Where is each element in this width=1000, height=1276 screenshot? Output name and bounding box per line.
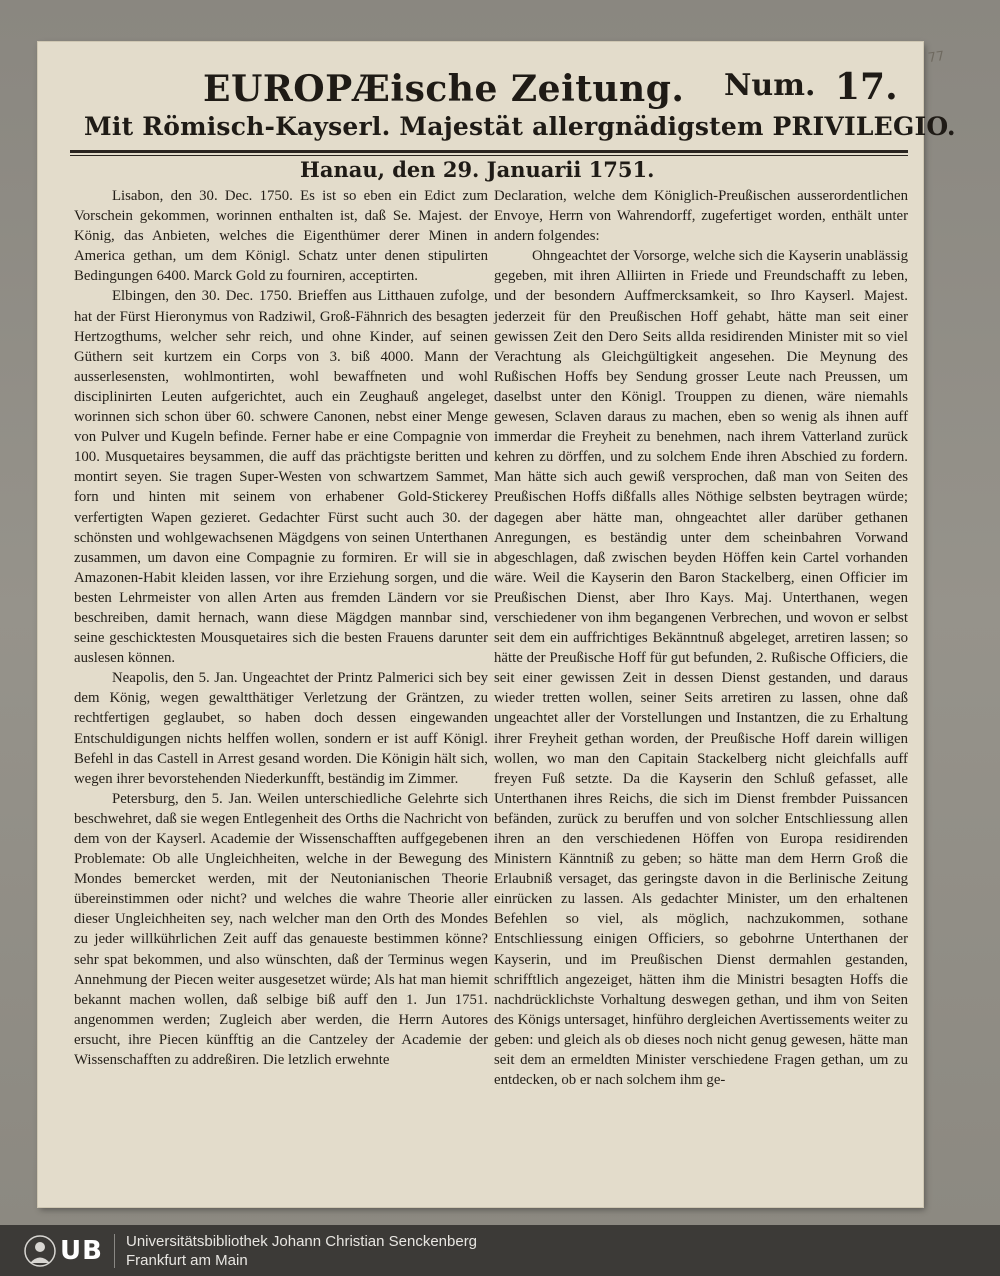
article-elbingen: Elbingen, den 30. Dec. 1750. Brieffen aus Litthauen zufolge, hat der Fürst Hieronymus von Radziwil, Groß-Fähnrich des besagten Hertzogthums, welcher sehr reich, und ohne Kinder, auf seinen Güthern seit kurtzem ein Corps von 3. biß 4000. Mann der ausserlesensten, wohlmontirten, wohl bewaffneten und wohl disciplinirten Leuten aufgerichtet, auch ein Zeughauß angeleget, worinnen sich schon über 60. schwere Canonen, nebst einer Menge von Pulver und Kugeln befinde. Ferner habe er eine Compagnie von 100. Musquetaires beysammen, die auff das prächtigste beritten und montirt seyen. Sie tragen Super-Westen von schwartzem Sammet, forn und hinten mit seinem von erhabener Gold-Stickerey verfertigten Wapen gezieret. Gedachter Fürst sucht auch 30. der schönsten und wohlgewachsenen Mägdgens von seinen Unterthanen zusammen, um davon eine Compagnie zu formiren. Er will sie in Amazonen-Habit kleiden lassen, vor ihre Erziehung sorgen, und die besten Lehrmeister von allen Arten aus fremden Ländern vor sie beschreiben, damit hernach, wann diese Mägdgen mannbar sind, seine geschicktesten Mousquetaires sich die besten Frauens darunter auslesen können. <box>74 288 488 667</box>
margin-note: 77 <box>927 48 946 67</box>
article-declaration-continued: Declaration, welche dem Königlich-Preußischen ausserordentlichen Envoye, Herrn von Wahrendorff, zugefertiget worden, enthält unter andern folgendes: <box>494 188 908 245</box>
newspaper-title: EUROPÆische Zeitung. <box>203 68 685 110</box>
footer-divider <box>114 1234 115 1268</box>
privilege-line: Mit Römisch-Kayserl. Majestät allergnädigstem PRIVILEGIO. <box>84 112 956 141</box>
library-logo-text: UB <box>60 1236 103 1266</box>
right-column <box>494 186 908 1090</box>
issue-number: 17. <box>835 66 898 108</box>
article-lisabon: Lisabon, den 30. Dec. 1750. Es ist so eben ein Edict zum Vorschein gekommen, worinnen enthalten ist, daß Se. Majest. der König, das Anbieten, welches die Eigenthümer derer Minen in America gethan, um dem Königl. Schatz unter denen stipulirten Bedingungen 6400. Marck Gold zu fourniren, acceptirten. <box>74 188 488 285</box>
header-rule-thin <box>70 155 908 156</box>
institution-city: Frankfurt am Main <box>126 1252 248 1269</box>
article-petersburg: Petersburg, den 5. Jan. Weilen unterschiedliche Gelehrte sich beschwehret, daß sie wegen Entlegenheit des Orths die Nachricht von dem von der Kayserl. Academie der Wissenschafften auffgegebenen Problemate: Ob alle Ungleichheiten, welche in der Bewegung des Mondes bemercket werden, mit der Neutonianischen Theorie übereinstimmen oder nicht? und welches die wahre Theorie aller dieser Ungleichheiten sey, nach welcher man den Orth des Mondes zu jeder willkührlichen Zeit auff das genaueste bestimmen könne? sehr spat bekommen, und also wünschten, daß der Terminus wegen Annehmung der Piecen weiter ausgesetzet würde; Als hat man hiemit bekannt machen wollen, daß selbige biß auff den 1. Jun 1751. angenommen werden; Zugleich aber werden, die Herrn Autores ersucht, ihre Piecen künfftig an die Cantzeley der Academie der Wissenschafften zu addreßiren. Die letzlich erwehnte <box>74 790 488 1069</box>
dateline: Hanau, den 29. Januarii 1751. <box>300 157 655 182</box>
header-rule <box>70 150 908 153</box>
article-neapolis: Neapolis, den 5. Jan. Ungeachtet der Printz Palmerici sich bey dem König, wegen gewaltthätiger Verletzung der Gräntzen, zu rechtfertigen geglaubet, so haben doch dessen eingewanden Entschuldigungen nichts helffen wollen, sondern er ist auff Königl. Befehl in das Castell in Arrest gesand worden. Die Königin hält sich, wegen ihrer bevorstehenden Niederkunfft, beständig im Zimmer. <box>74 670 488 787</box>
left-column <box>74 186 488 1070</box>
article-declaration-body: Ohngeachtet der Vorsorge, welche sich die Kayserin unablässig gegeben, mit ihren Alliirten in Friede und Freundschafft zu leben, und der besondern Auffmercksamkeit, so Ihro Kayserl. Majest. jederzeit für den Preußischen Hoff gehabt, hätte man seit einer gewissen Zeit den Dero Seits allda residirenden Minister mit so viel Verachtung als Gleichgültigkeit angesehen. Die Meynung des Rußischen Hoffs bey Sendung grosser Leute nach Preussen, um daselbst unter den Königl. Trouppen zu dienen, wäre niemahls gewesen, Sclaven daraus zu machen, eben so wenig als ihnen auff immerdar die Freyheit zu benehmen, nach ihrem Vatterland zurück kehren zu dörffen, und zu solchem Ende ihren Abschied zu fordern. Man hätte sich auch gewiß versprochen, daß man von Seiten des Preußischen Hoffs dißfalls alles Nöthige selbsten beytragen würde; dagegen aber hätte man, ohngeachtet aller darüber gethanen Anregungen, es beständig unter dem scheinbahren Vorwand abgeschlagen, daß zwischen beyden Höffen kein Cartel vorhanden wäre. Weil die Kayserin den Baron Stackelberg, einen Officier im Preußischen Dienst, aber Ihro Kays. Maj. Unterthanen, wegen verschiedener von ihm begangenen Verbrechen, und wovon er selbst seit dem ein auffrichtiges Bekänntnuß abgeleget, arretiren lassen; so hätte der Preußische Hoff für gut befunden, 2. Rußische Officiers, die seit einer gewissen Zeit in dessen Dienst gestanden, und daraus wieder tretten wollen, seiner Seits arretiren zu lassen, ohne daß ungeachtet aller der Vorstellungen und Instantzen, die zu Erhaltung ihrer Freyheit gethan worden, der Preußische Hoff darein willigen wollen, wo man den Capitain Stackelberg nicht gleichfalls auff freyen Fuß setzte. Da die Kayserin den Schluß gefasset, alle Unterthanen ihres Reichs, die sich im Dienst frembder Puissancen befänden, zurück zu beruffen und von solcher Entschliessung allen ihren an den verschiedenen Höffen von Europa residirenden Ministern Känntniß zu geben; so hätte man dem Herrn Groß die Erlaubniß versaget, das geringste davon in die Berlinische Zeitung einrücken zu lassen. Als gedachter Minister, um den erhaltenen Befehlen so viel, als möglich, nachzukommen, sothane Entschliessung einigen Officiers, so gebohrne Unterthanen der Kayserin, und im Preußischen Dienst dermahlen gestanden, schrifftlich angezeiget, hätten ihm die Ministri besagten Hoffs die nachdrücklichste Vorhaltung deswegen gethan, und ihm von Seiten des Königs untersaget, hinführo dergleichen Avertissements weiter zu geben: und gleich als ob dieses noch nicht genug gewesen, hätte man seit dem an ermeldten Minister verschiedene Fragen gethan, um zu entdecken, ob er nach solchem ihm ge- <box>494 248 908 1089</box>
institution-name[interactable]: Universitätsbibliothek Johann Christian Senckenberg <box>126 1233 478 1250</box>
issue-number-label: Num. <box>724 68 816 103</box>
